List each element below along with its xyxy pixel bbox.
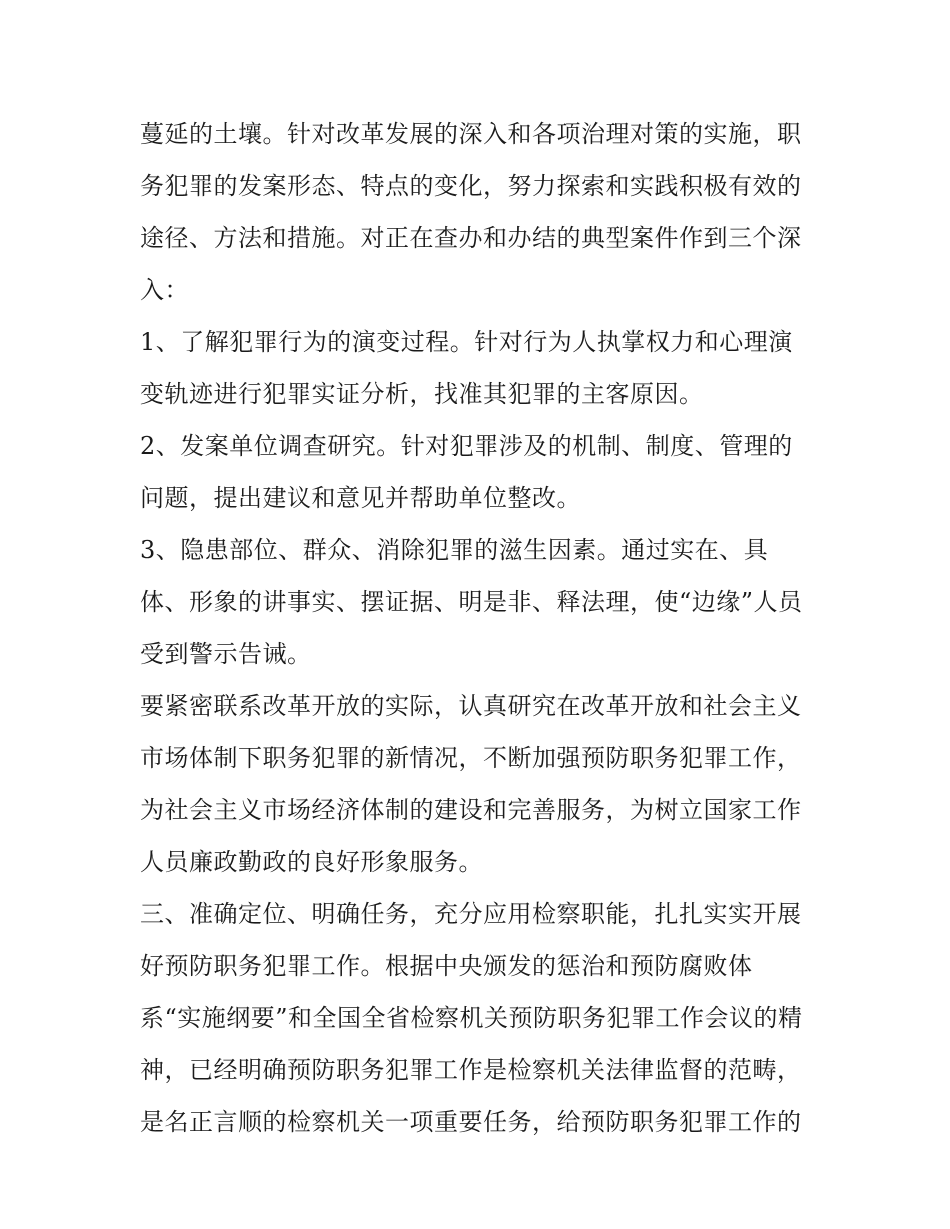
text-line: 问题，提出建议和意见并帮助单位整改。 [140,484,581,512]
text-line: 神，已经明确预防职务犯罪工作是检察机关法律监督的范畴， [140,1056,802,1084]
text-line: 2、发案单位调查研究。针对犯罪涉及的机制、制度、管理的 [140,432,793,460]
text-line: 市场体制下职务犯罪的新情况，不断加强预防职务犯罪工作， [140,744,802,772]
text-line: 体、形象的讲事实、摆证据、明是非、释法理，使“边缘”人员 [140,588,803,616]
body-text [140,108,820,1148]
text-line: 人员廉政勤政的良好形象服务。 [140,848,483,876]
text-line: 好预防职务犯罪工作。根据中央颁发的惩治和预防腐败体 [140,952,753,980]
text-line: 3、隐患部位、群众、消除犯罪的滋生因素。通过实在、具 [140,536,769,564]
text-line: 要紧密联系改革开放的实际，认真研究在改革开放和社会主义 [140,692,802,720]
text-line: 务犯罪的发案形态、特点的变化，努力探索和实践积极有效的 [140,172,802,200]
text-line: 途径、方法和措施。对正在查办和办结的典型案件作到三个深 [140,224,802,252]
text-line: 三、准确定位、明确任务，充分应用检察职能，扎扎实实开展 [140,900,802,928]
text-line: 变轨迹进行犯罪实证分析，找准其犯罪的主客原因。 [140,380,704,408]
text-line: 受到警示告诫。 [140,640,312,668]
text-line: 入： [140,276,189,304]
text-line: 为社会主义市场经济体制的建设和完善服务，为树立国家工作 [140,796,802,824]
text-line: 1、了解犯罪行为的演变过程。针对行为人执掌权力和心理演 [140,328,793,356]
text-line: 系“实施纲要”和全国全省检察机关预防职务犯罪工作会议的精 [140,1004,803,1032]
text-line: 蔓延的土壤。针对改革发展的深入和各项治理对策的实施，职 [140,120,802,148]
text-line: 是名正言顺的检察机关一项重要任务，给预防职务犯罪工作的 [140,1108,802,1136]
